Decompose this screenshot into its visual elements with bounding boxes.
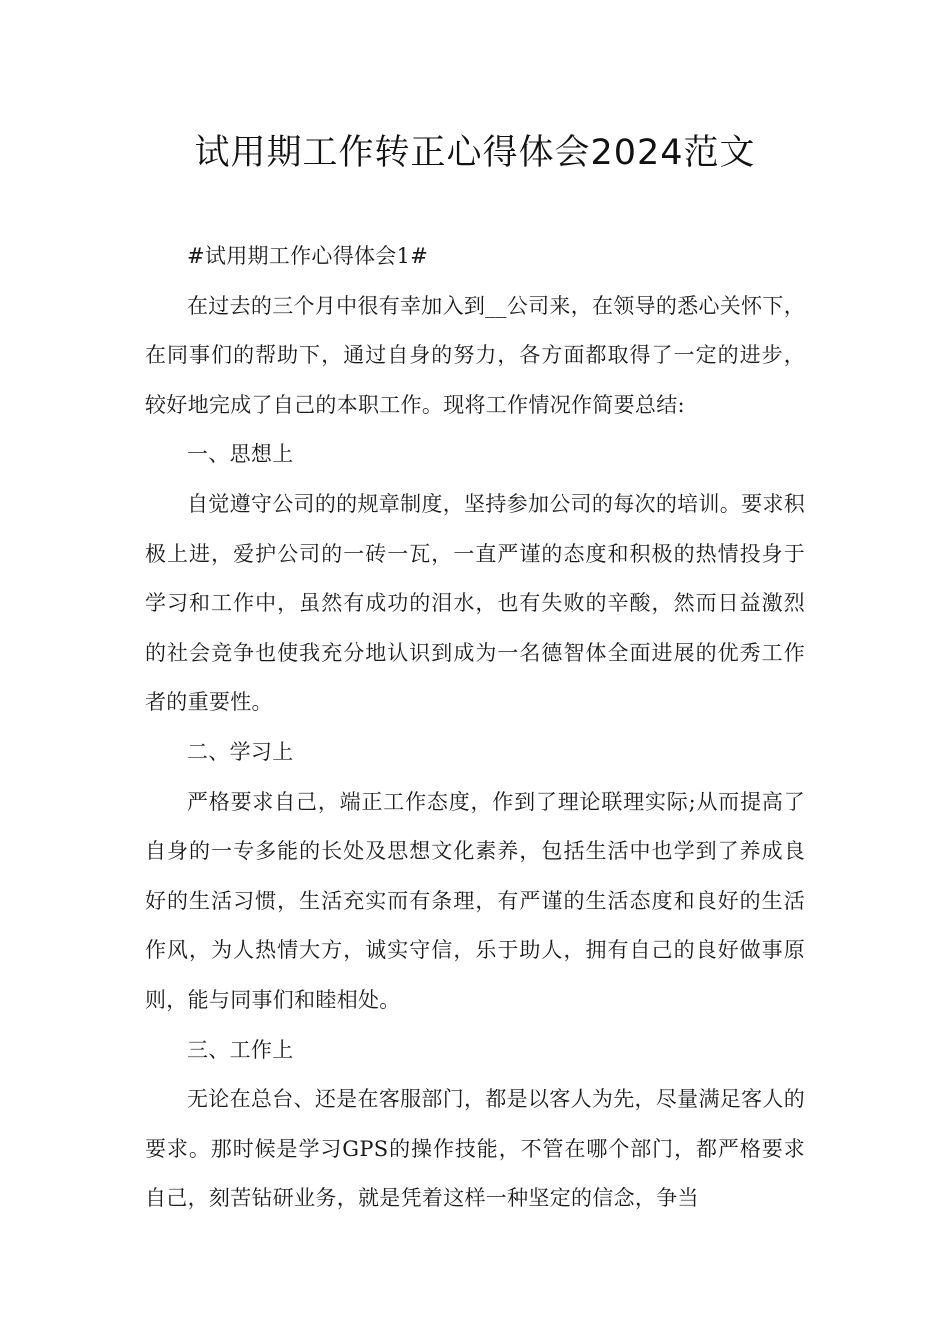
section-heading: 三、工作上 (187, 1037, 294, 1062)
document-title: 试用期工作转正心得体会2024范文 (194, 133, 756, 173)
paragraph: 自觉遵守公司的的规章制度，坚持参加公司的每次的培训。要求积极上进，爱护公司的一砖一瓦，一直严谨的态度和积极的热情投身于学习和工作中，虽然有成功的泪水，也有失败的辛酸，然而日益激烈的社会竞争也使我充分地认识到成为一名德智体全面进展的优秀工作者的重要性。 (145, 491, 805, 715)
section-heading: 一、思想上 (187, 442, 294, 467)
section-heading: 二、学习上 (187, 739, 294, 764)
section-heading: #试用期工作心得体会1# (187, 244, 429, 268)
paragraph: 在过去的三个月中很有幸加入到__公司来，在领导的悉心关怀下，在同事们的帮助下，通过自身的努力，各方面都取得了一定的进步，较好地完成了自己的本职工作。现将工作情况作简要总结: (145, 293, 805, 417)
document-body (145, 232, 805, 1224)
paragraph: 严格要求自己，端正工作态度，作到了理论联理实际;从而提高了自身的一专多能的长处及思想文化素养，包括生活中也学到了养成良好的生活习惯，生活充实而有条理，有严谨的生活态度和良好的生活作风，为人热情大方，诚实守信，乐于助人，拥有自己的良好做事原则，能与同事们和睦相处。 (145, 789, 805, 1012)
paragraph: 无论在总台、还是在客服部门，都是以客人为先，尽量满足客人的要求。那时候是学习GPS的操作技能，不管在哪个部门，都严格要求自己，刻苦钻研业务，就是凭着这样一种坚定的信念，争当 (145, 1087, 805, 1211)
